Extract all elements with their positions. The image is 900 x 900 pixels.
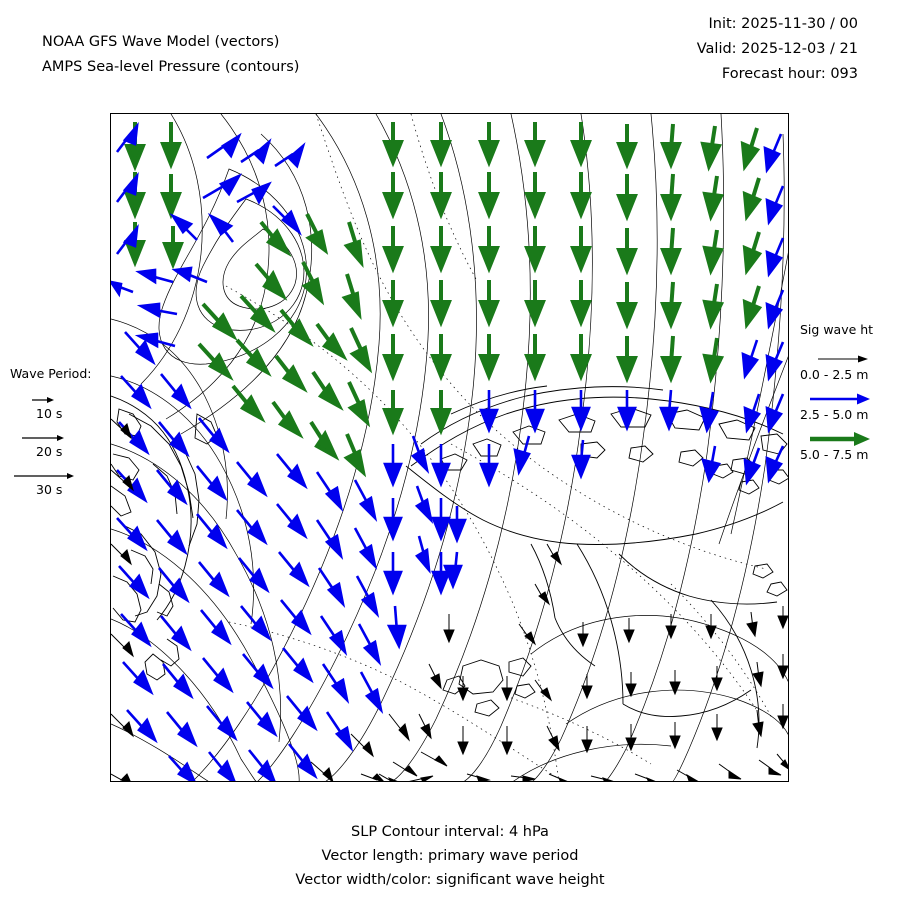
caption-contour-interval: SLP Contour interval: 4 hPa bbox=[351, 824, 549, 840]
sig-wave-height-legend-item-high bbox=[800, 431, 900, 462]
map-plot-area[interactable] bbox=[110, 113, 789, 782]
arrow-icon bbox=[10, 469, 106, 483]
title-line-slp: AMPS Sea-level Pressure (contours) bbox=[42, 59, 300, 75]
wave-vectors-blue bbox=[111, 126, 783, 782]
title-line-wave-model: NOAA GFS Wave Model (vectors) bbox=[42, 34, 280, 50]
wave-period-legend-label: 10 s bbox=[36, 406, 63, 421]
forecast-meta-block bbox=[697, 12, 858, 87]
arrow-icon bbox=[10, 393, 106, 407]
wave-period-legend-label: 30 s bbox=[36, 482, 63, 497]
wave-period-legend-item-10s bbox=[10, 393, 106, 421]
wave-period-legend-item-20s bbox=[10, 431, 106, 459]
arrow-icon bbox=[800, 391, 900, 407]
figure-caption bbox=[0, 820, 900, 892]
wave-period-legend-title: Wave Period: bbox=[10, 366, 92, 381]
arrow-icon bbox=[10, 431, 106, 445]
sig-wave-height-legend-item-mid bbox=[800, 391, 900, 422]
arrow-icon bbox=[800, 431, 900, 447]
wave-period-legend bbox=[10, 366, 106, 507]
figure-title-block bbox=[42, 30, 299, 80]
map-vector-field bbox=[111, 114, 789, 782]
sig-wave-height-legend-title: Sig wave ht bbox=[800, 322, 874, 337]
arrow-icon bbox=[800, 351, 900, 367]
caption-vector-width-color: Vector width/color: significant wave height bbox=[295, 872, 605, 888]
caption-vector-length: Vector length: primary wave period bbox=[321, 848, 579, 864]
forecast-hour: Forecast hour: 093 bbox=[721, 66, 858, 82]
init-time: Init: 2025-11-30 / 00 bbox=[708, 16, 858, 32]
sig-wave-height-legend-label: 2.5 - 5.0 m bbox=[800, 407, 869, 422]
sig-wave-height-legend bbox=[800, 322, 900, 471]
valid-time: Valid: 2025-12-03 / 21 bbox=[696, 41, 858, 57]
slp-contour-lines bbox=[111, 114, 789, 782]
sig-wave-height-legend-label: 5.0 - 7.5 m bbox=[800, 447, 869, 462]
wave-period-legend-label: 20 s bbox=[36, 444, 63, 459]
sig-wave-height-legend-label: 0.0 - 2.5 m bbox=[800, 367, 869, 382]
wave-period-legend-item-30s bbox=[10, 469, 106, 497]
sig-wave-height-legend-item-low bbox=[800, 351, 900, 382]
